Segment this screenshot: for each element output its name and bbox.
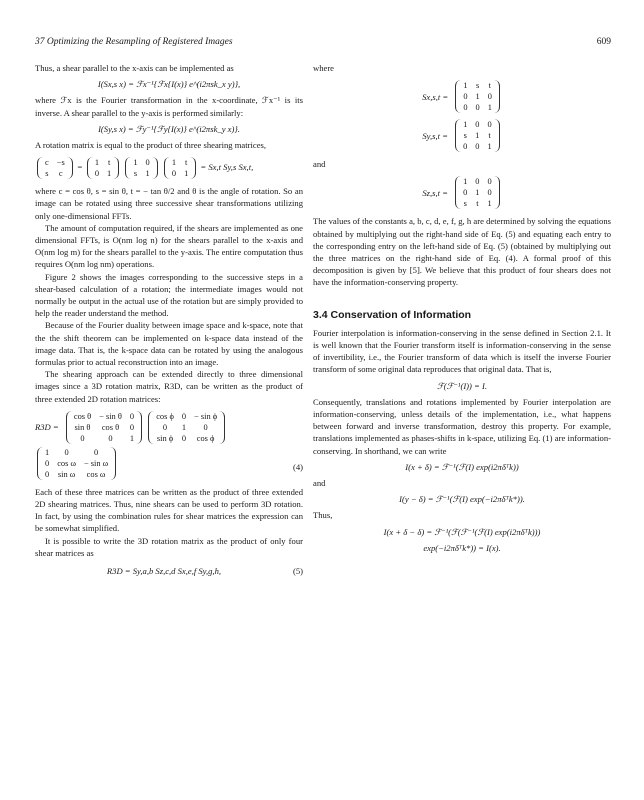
matrix-cell: − sin ω xyxy=(83,458,109,468)
matrix-row xyxy=(70,411,138,422)
paragraph: Because of the Fourier duality between image space and k-space, note that the the shift theorem can be implemented on k-space data instead of the image data. That is, the k-space data can be rotated by using the analogous formulas prior to actual reconstruction into an image. xyxy=(35,320,303,368)
matrix-cell: 1 xyxy=(487,142,492,152)
matrix xyxy=(148,411,225,444)
matrix-cell: 0 xyxy=(45,458,50,468)
matrix-row xyxy=(129,157,153,168)
matrix-def-sx xyxy=(313,80,611,113)
matrix-grid xyxy=(152,411,221,444)
matrix-grid xyxy=(459,176,496,209)
right-column xyxy=(313,62,611,558)
paragraph: A rotation matrix is equal to the product of three shearing matrices, xyxy=(35,140,267,151)
matrix-grid xyxy=(91,157,115,179)
matrix-row xyxy=(152,433,221,444)
matrix-cell: 0 xyxy=(94,169,100,179)
matrix-cell: −s xyxy=(56,158,65,168)
matrix-label: Sz,s,t = xyxy=(422,187,448,198)
equation-label: R3D = xyxy=(35,422,59,433)
matrix-cell: 0 xyxy=(171,169,177,179)
matrix-cell: 0 xyxy=(145,158,150,168)
equation-number: (4) xyxy=(292,461,303,472)
matrix-cell: 0 xyxy=(80,433,85,443)
matrix-grid xyxy=(41,447,112,480)
matrix-cell: 0 xyxy=(181,433,187,443)
matrix-cell: 1 xyxy=(145,169,150,179)
matrix-cell: 0 xyxy=(203,422,208,432)
matrix-grid xyxy=(70,411,138,444)
matrix-cell: 1 xyxy=(184,169,189,179)
equation-rhs: = Sx,t Sy,s Sx,t, xyxy=(200,162,254,173)
paragraph: where ℱx is the Fourier transformation in the x-coordinate, ℱx⁻¹ is its inverse. A shear parallel to the y-axis is performed similarly: xyxy=(35,95,303,118)
matrix xyxy=(164,157,196,179)
paragraph: and xyxy=(313,159,326,170)
matrix-grid xyxy=(459,80,496,113)
matrix-grid xyxy=(41,157,69,179)
matrix-label: Sy,s,t = xyxy=(422,130,448,141)
matrix-row xyxy=(129,168,153,179)
matrix-row xyxy=(41,168,69,179)
matrix-row xyxy=(70,422,138,433)
matrix-cell: 0 xyxy=(129,422,135,432)
matrix xyxy=(125,157,157,179)
matrix-cell: 1 xyxy=(45,447,50,457)
matrix-cell: 1 xyxy=(475,131,480,141)
equation-inverse: ℱ(ℱ⁻¹(I)) = I. xyxy=(436,380,488,391)
equation-rotation-shears xyxy=(35,157,303,179)
matrix xyxy=(87,157,119,179)
equation-shear-y: I(Sy,s x) = ℱy⁻¹{ℱy{I(x)} e^(i2πsk_y x)}. xyxy=(98,123,240,134)
matrix-row xyxy=(459,176,496,187)
matrix-row xyxy=(459,130,496,141)
matrix-cell: cos θ xyxy=(101,422,120,432)
matrix xyxy=(455,119,500,152)
matrix-cell: c xyxy=(58,169,63,179)
left-column xyxy=(35,62,303,581)
matrix-cell: sin ϕ xyxy=(156,433,174,443)
matrix xyxy=(455,176,500,209)
matrix-cell: 0 xyxy=(463,142,468,152)
chapter-title: 37 Optimizing the Resampling of Registered Images xyxy=(35,37,233,47)
matrix-row xyxy=(459,80,496,91)
equation-roundtrip-line2: exp(−i2πδᵀk*)) = I(x). xyxy=(423,542,501,553)
matrix-cell: sin θ xyxy=(74,422,91,432)
matrix-grid xyxy=(459,119,496,152)
matrix-cell: 1 xyxy=(463,120,468,130)
section-heading: 3.4 Conservation of Information xyxy=(313,308,472,321)
page-number: 609 xyxy=(596,37,611,47)
matrix-cell: 0 xyxy=(487,92,492,102)
matrix-row xyxy=(459,187,496,198)
matrix-row xyxy=(41,458,112,469)
paragraph: Thus, a shear parallel to the x-axis can be implemented as xyxy=(35,63,234,73)
matrix-row xyxy=(91,157,115,168)
matrix-cell: 0 xyxy=(487,120,492,130)
equation-four-shears xyxy=(35,565,303,577)
matrix-def-sz xyxy=(313,176,611,209)
matrix-label: Sx,s,t = xyxy=(422,91,449,102)
matrix-cell: 1 xyxy=(107,169,112,179)
matrix-cell: s xyxy=(463,199,467,209)
matrix-cell: − sin θ xyxy=(99,411,122,421)
equation-forward-shift: I(x + δ) = ℱ⁻¹(ℱ(I) exp(i2πδᵀk)) xyxy=(405,461,519,472)
equation-3d-rotation xyxy=(35,411,303,480)
matrix xyxy=(455,80,500,113)
matrix-row xyxy=(459,141,496,152)
matrix-cell: t xyxy=(488,131,491,141)
matrix-def-sy xyxy=(313,119,611,152)
matrix-cell: 1 xyxy=(463,177,468,187)
matrix-cell: t xyxy=(488,81,491,91)
matrix-row xyxy=(91,168,115,179)
matrix-cell: 1 xyxy=(181,422,187,432)
matrix-cell: 0 xyxy=(93,447,99,457)
matrix-grid xyxy=(129,157,153,179)
matrix-row xyxy=(168,157,192,168)
equation-body: R3D = Sy,a,b Sz,c,d Sx,e,f Sy,g,h, xyxy=(106,566,222,577)
equation-shear-x: I(Sx,s x) = ℱx⁻¹{ℱx{I(x)} e^(i2πsk_x y)}, xyxy=(97,79,241,90)
paragraph: The amount of computation required, if the shears are implemented as one dimensional FFTs, is O(nm log n) for the shears parallel to the x-axis and O(nm log m) for the shears parallel to the y-axis. The entire computation thus requires O(nm log nm) operations. xyxy=(35,222,303,270)
matrix-cell: t xyxy=(107,158,111,168)
matrix-row xyxy=(41,447,112,458)
matrix-cell: s xyxy=(133,169,138,179)
matrix-cell: 0 xyxy=(463,103,468,113)
matrix-row xyxy=(459,91,496,102)
matrix-cell: 0 xyxy=(463,92,468,102)
matrix-cell: 0 xyxy=(129,411,135,421)
matrix-cell: t xyxy=(476,199,479,209)
matrix-cell: cos θ xyxy=(73,411,92,421)
matrix-cell: 0 xyxy=(181,411,187,421)
matrix-cell: cos ω xyxy=(86,469,106,479)
paragraph: The shearing approach can be extended directly to three dimensional images since a 3D rotation matrix, R3D, can be written as the product of three extended 2D rotation matrices: xyxy=(35,369,303,404)
matrix-cell: 0 xyxy=(475,177,480,187)
matrix-row xyxy=(70,433,138,444)
matrix-row xyxy=(168,168,192,179)
paragraph: The values of the constants a, b, c, d, e, f, g, h are determined by solving the equations obtained by multiplying out the right-hand side of Eq. (5) and equating each entry to the corresponding entry on the left-hand side of Eq. (5) (obtained by multiplying out the three matrices on the right-hand side of Eq. (4). A formal proof of this decomposition is given by [5]. We believe that this product of four shears does not have the information-conserving property. xyxy=(313,216,611,288)
paragraph: Figure 2 shows the images corresponding to the successive steps in a shear-based calculation of a rotation; the intermediate images would not normally be output in the actual use of the rotation but are simply provided to help the reader understand the method. xyxy=(35,271,303,319)
matrix-cell: 0 xyxy=(108,433,113,443)
matrix-cell: 0 xyxy=(487,177,492,187)
equation-backward-shift: I(y − δ) = ℱ⁻¹(ℱ(I) exp(−i2πδᵀk*)). xyxy=(399,494,525,505)
matrix-cell: 1 xyxy=(463,81,468,91)
paragraph: and xyxy=(313,478,326,489)
matrix-cell: 0 xyxy=(463,188,468,198)
matrix-cell: 1 xyxy=(171,158,177,168)
matrix-cell: 0 xyxy=(487,188,492,198)
matrix-cell: − sin ϕ xyxy=(194,411,218,421)
equation-roundtrip-line1: I(x + δ − δ) = ℱ⁻¹(ℱ(ℱ⁻¹(ℱ(I) exp(i2πδᵀk))) xyxy=(383,526,541,537)
matrix-cell: 0 xyxy=(475,142,480,152)
paragraph: It is possible to write the 3D rotation matrix as the product of only four shear matrices as xyxy=(35,535,303,558)
matrix-cell: sin ω xyxy=(57,469,76,479)
equals-sign: = xyxy=(76,162,83,173)
matrix-cell: 1 xyxy=(133,158,138,168)
paragraph: Consequently, translations and rotations implemented by Fourier interpolation are information-conserving, unless details of the implementation, i.e., what happens between forward and inverse transformation, destroy this property. For example, translations implemented as phases-shifts in k-space, utilizing Eq. (1) are information-conserving. In shorthand, we can write xyxy=(313,396,611,456)
matrix-cell: 1 xyxy=(487,199,492,209)
matrix xyxy=(37,447,116,480)
matrix-cell: 1 xyxy=(129,433,135,443)
matrix-row xyxy=(41,469,112,480)
equation-number: (5) xyxy=(292,566,303,577)
matrix-cell: s xyxy=(463,131,467,141)
matrix-row xyxy=(459,119,496,130)
matrix xyxy=(37,157,73,179)
matrix-cell: 1 xyxy=(94,158,100,168)
matrix-grid xyxy=(168,157,192,179)
matrix-cell: cos ϕ xyxy=(156,411,174,421)
paragraph: where c = cos θ, s = sin θ, t = − tan θ/2 and θ is the angle of rotation. So an image can be rotated using three successive shear transformations utilizing only one-dimensional FFTs. xyxy=(35,186,303,221)
matrix xyxy=(66,411,142,444)
matrix-cell: 0 xyxy=(475,120,480,130)
matrix-row xyxy=(41,157,69,168)
matrix-cell: 0 xyxy=(64,447,69,457)
matrix-row xyxy=(152,411,221,422)
matrix-cell: s xyxy=(475,81,480,91)
matrix-cell: cos ω xyxy=(57,458,76,468)
matrix-row xyxy=(152,422,221,433)
matrix-cell: 1 xyxy=(475,92,480,102)
paragraph: Thus, xyxy=(313,510,333,521)
matrix-cell: 0 xyxy=(45,469,50,479)
paragraph: Each of these three matrices can be written as the product of three extended 2D shearing matrices. Thus, nine shears can be used to perform 3D rotation. In fact, by using the combination rules for shear matrices the expression can be somewhat simplified. xyxy=(35,486,303,534)
matrix-row xyxy=(459,198,496,209)
paragraph: where xyxy=(313,63,334,73)
matrix-cell: 0 xyxy=(475,103,480,113)
matrix-cell: t xyxy=(185,158,188,168)
paragraph: Fourier interpolation is information-conserving in the sense defined in Section 2.1. It is well known that the Fourier transform itself is information-conserving in the sense of invertibility, i.e., the Fourier transform of data which is itself the inverse Fourier transform of some original data reproduces that original data. That is, xyxy=(313,327,611,375)
matrix-cell: c xyxy=(45,158,49,168)
matrix-cell: cos ϕ xyxy=(196,433,215,443)
matrix-row xyxy=(459,102,496,113)
matrix-cell: s xyxy=(45,169,49,179)
running-header xyxy=(35,37,611,47)
matrix-cell: 0 xyxy=(162,422,168,432)
matrix-cell: 1 xyxy=(487,103,492,113)
matrix-cell: 1 xyxy=(475,188,480,198)
